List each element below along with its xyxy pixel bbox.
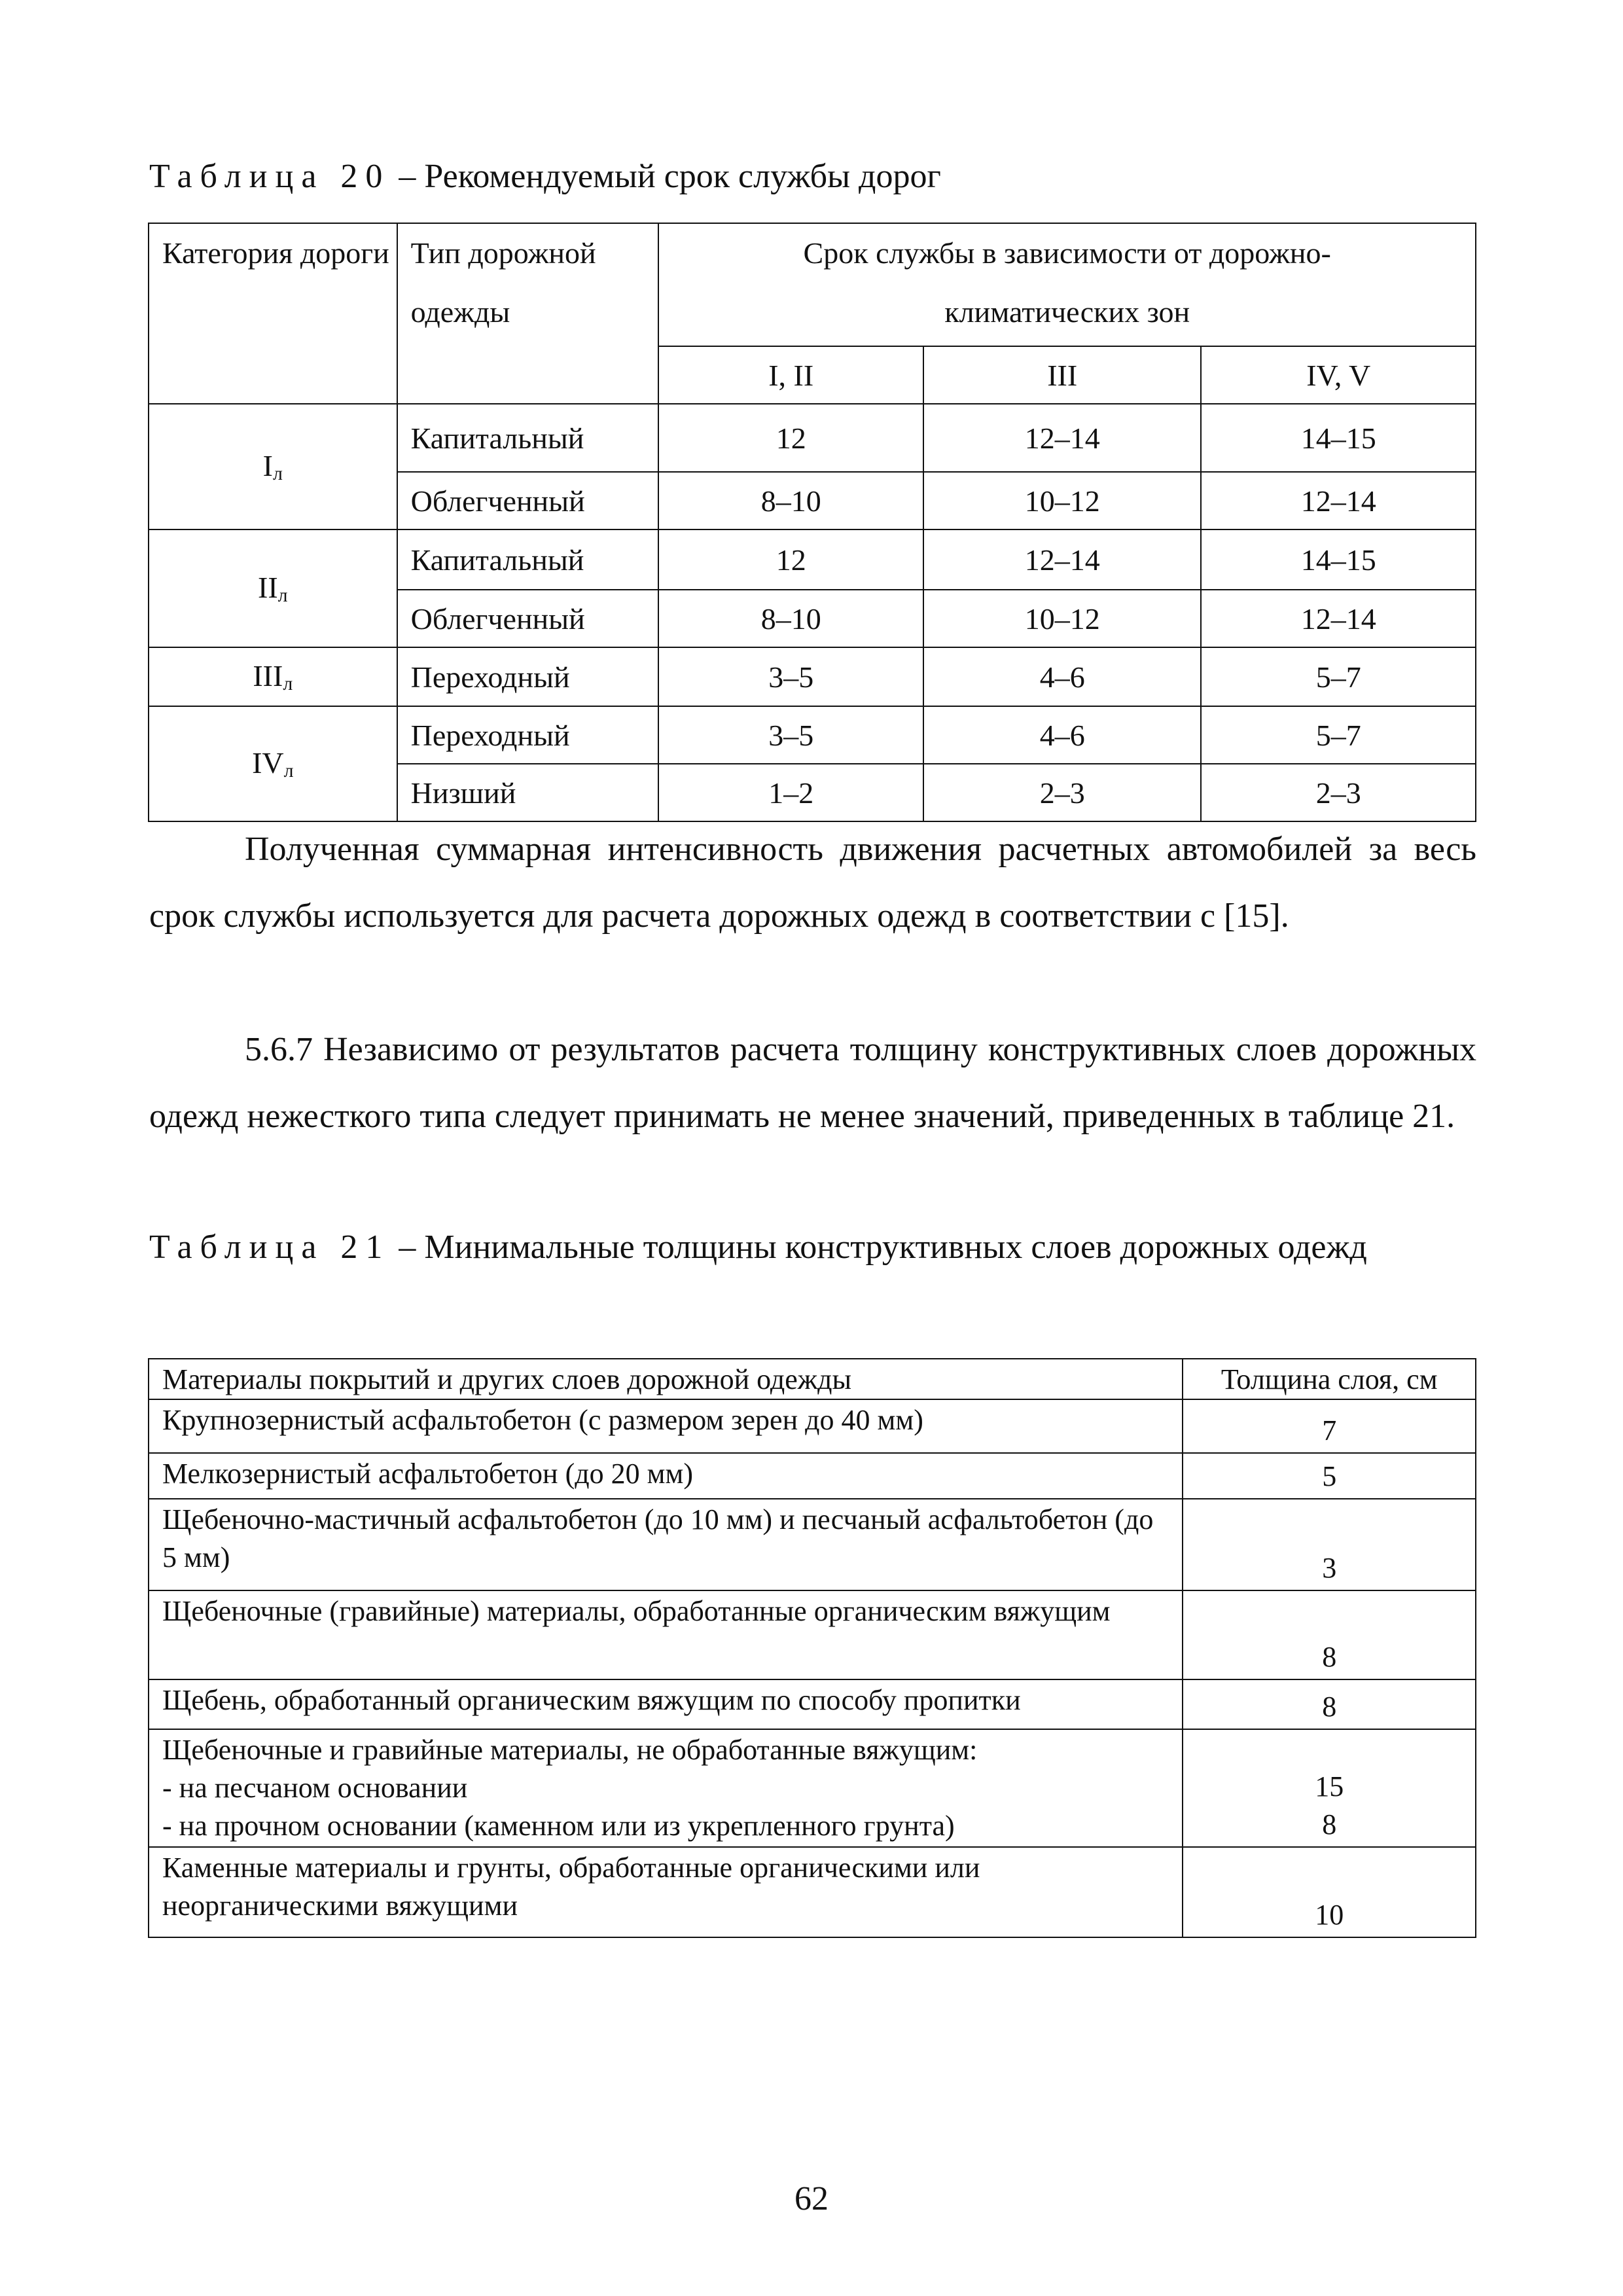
page-number: 62 bbox=[794, 2180, 829, 2217]
paragraph-5-6-7: 5.6.7 Независимо от результатов расчета толщину конструктивных слоев дорожных одежд нежесткого типа следует принимать не менее значений, приведенных в таблице 21. bbox=[149, 1031, 1476, 1135]
table-row bbox=[149, 647, 1476, 706]
header-material: Материалы покрытий и других слоев дорожной одежды bbox=[149, 1359, 1183, 1399]
category-cell: $IV_л$ bbox=[149, 706, 397, 821]
value-cell: 10–12 bbox=[923, 590, 1202, 647]
value-cell: 14–15 bbox=[1201, 404, 1476, 472]
thickness-cell: 5 bbox=[1183, 1453, 1476, 1499]
table-header-row bbox=[149, 1359, 1476, 1399]
table-row bbox=[149, 1847, 1476, 1937]
thickness-cell: 3 bbox=[1183, 1499, 1476, 1590]
table-row bbox=[149, 1499, 1476, 1590]
header-category: Категория дороги bbox=[149, 223, 397, 404]
type-cell: Капитальный bbox=[397, 404, 659, 472]
table21 bbox=[148, 1358, 1476, 1938]
value-cell: 12–14 bbox=[923, 404, 1202, 472]
thickness-cell: 8 bbox=[1183, 1590, 1476, 1679]
table21-caption-label: Таблица 21 bbox=[149, 1229, 391, 1266]
value-cell: 3–5 bbox=[658, 706, 923, 764]
category-cell: $I_л$ bbox=[149, 404, 397, 529]
table20-caption-label: Таблица 20 bbox=[149, 158, 391, 195]
thickness-cell: 8 bbox=[1183, 1679, 1476, 1729]
material-cell: Мелкозернистый асфальтобетон (до 20 мм) bbox=[149, 1453, 1183, 1499]
value-cell: 5–7 bbox=[1201, 706, 1476, 764]
value-cell: 8–10 bbox=[658, 472, 923, 529]
value-cell: 1–2 bbox=[658, 764, 923, 821]
thickness-sub-value: 15 bbox=[1315, 1770, 1344, 1803]
material-cell: Крупнозернистый асфальтобетон (с размером зерен до 40 мм) bbox=[149, 1399, 1183, 1453]
value-cell: 12 bbox=[658, 529, 923, 590]
header-thickness: Толщина слоя, см bbox=[1183, 1359, 1476, 1399]
value-cell: 12–14 bbox=[1201, 590, 1476, 647]
header-zone-2: III bbox=[923, 346, 1202, 404]
value-cell: 10–12 bbox=[923, 472, 1202, 529]
value-cell: 5–7 bbox=[1201, 647, 1476, 706]
table21-caption-title: – Минимальные толщины конструктивных слоев дорожных одежд bbox=[390, 1229, 1367, 1266]
category-cell: $III_л$ bbox=[149, 647, 397, 706]
table-row bbox=[149, 706, 1476, 764]
material-sub-item: - на песчаном основании bbox=[162, 1772, 468, 1804]
type-cell: Облегченный bbox=[397, 590, 659, 647]
header-zone-1: I, II bbox=[658, 346, 923, 404]
table-row bbox=[149, 1453, 1476, 1499]
value-cell: 2–3 bbox=[1201, 764, 1476, 821]
value-cell: 8–10 bbox=[658, 590, 923, 647]
value-cell: 4–6 bbox=[923, 706, 1202, 764]
material-cell: Каменные материалы и грунты, обработанные органическими или неорганическими вяжущими bbox=[149, 1847, 1183, 1937]
header-service-life: Срок службы в зависимости от дорожно-климатических зон bbox=[658, 223, 1476, 346]
value-cell: 3–5 bbox=[658, 647, 923, 706]
thickness-cell bbox=[1183, 1729, 1476, 1847]
category-cell: $II_л$ bbox=[149, 529, 397, 647]
material-cell: Щебеночные (гравийные) материалы, обработанные органическим вяжущим bbox=[149, 1590, 1183, 1679]
header-zone-3: IV, V bbox=[1201, 346, 1476, 404]
table-row bbox=[149, 1590, 1476, 1679]
material-cell: Щебень, обработанный органическим вяжущим по способу пропитки bbox=[149, 1679, 1183, 1729]
material-cell: Щебеночно-мастичный асфальтобетон (до 10 мм) и песчаный асфальтобетон (до 5 мм) bbox=[149, 1499, 1183, 1590]
type-cell: Облегченный bbox=[397, 472, 659, 529]
material-sub-item: - на прочном основании (каменном или из укрепленного грунта) bbox=[162, 1810, 955, 1842]
table20-caption-title: – Рекомендуемый срок службы дорог bbox=[390, 158, 941, 195]
value-cell: 14–15 bbox=[1201, 529, 1476, 590]
table-row bbox=[149, 1729, 1476, 1847]
table-row bbox=[149, 404, 1476, 472]
type-cell: Переходный bbox=[397, 706, 659, 764]
type-cell: Низший bbox=[397, 764, 659, 821]
value-cell: 12 bbox=[658, 404, 923, 472]
thickness-cell: 7 bbox=[1183, 1399, 1476, 1453]
paragraph-intensity: Полученная суммарная интенсивность движения расчетных автомобилей за весь срок службы используется для расчета дорожных одежд в соответствии с [15]. bbox=[149, 831, 1476, 935]
material-heading: Щебеночные и гравийные материалы, не обработанные вяжущим: bbox=[162, 1734, 978, 1766]
value-cell: 12–14 bbox=[923, 529, 1202, 590]
thickness-sub-value: 8 bbox=[1322, 1808, 1337, 1840]
table-row bbox=[149, 1399, 1476, 1453]
value-cell: 4–6 bbox=[923, 647, 1202, 706]
table20-caption bbox=[149, 157, 941, 196]
type-cell: Капитальный bbox=[397, 529, 659, 590]
type-cell: Переходный bbox=[397, 647, 659, 706]
value-cell: 12–14 bbox=[1201, 472, 1476, 529]
table-row bbox=[149, 529, 1476, 590]
table21-caption bbox=[149, 1214, 1476, 1281]
header-pavement-type: Тип дорожной одежды bbox=[397, 223, 659, 404]
table-row bbox=[149, 1679, 1476, 1729]
table20 bbox=[148, 223, 1476, 822]
material-cell bbox=[149, 1729, 1183, 1847]
thickness-cell: 10 bbox=[1183, 1847, 1476, 1937]
value-cell: 2–3 bbox=[923, 764, 1202, 821]
